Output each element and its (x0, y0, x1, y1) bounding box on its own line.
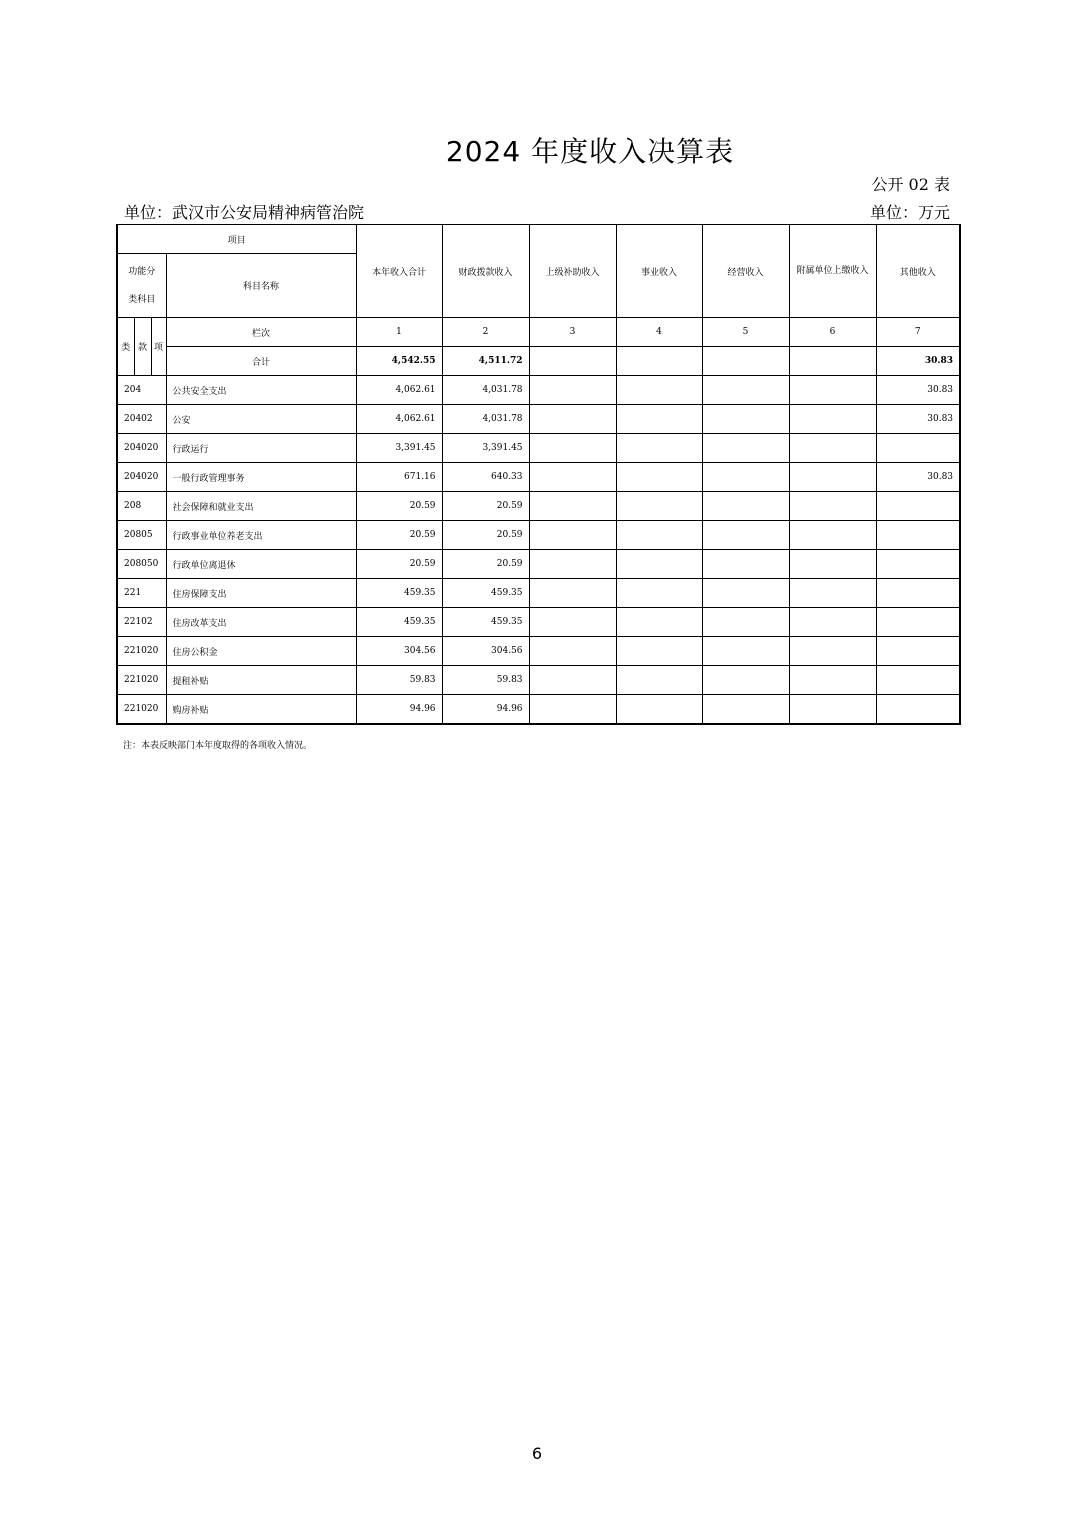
header-fiscal: 财政拨款收入 (442, 225, 529, 318)
row-other: 30.83 (876, 376, 960, 405)
header-kuan: 款 (134, 318, 151, 376)
row-business (616, 608, 702, 637)
table-row (117, 695, 960, 725)
row-total: 94.96 (356, 695, 442, 725)
row-total: 671.16 (356, 463, 442, 492)
row-operating (702, 434, 789, 463)
table-row (117, 492, 960, 521)
row-business (616, 463, 702, 492)
row-business (616, 405, 702, 434)
row-total: 304.56 (356, 637, 442, 666)
total-other: 30.83 (876, 347, 960, 376)
row-superior (529, 637, 616, 666)
row-superior (529, 666, 616, 695)
row-fiscal: 640.33 (442, 463, 529, 492)
row-affiliate (789, 695, 876, 725)
header-lanci: 栏次 (166, 318, 356, 347)
row-affiliate (789, 608, 876, 637)
table-row (117, 405, 960, 434)
row-operating (702, 695, 789, 725)
row-subject-name: 行政单位离退休 (166, 550, 356, 579)
header-business: 事业收入 (616, 225, 702, 318)
col-num-7: 7 (876, 318, 960, 347)
row-code: 204020 (117, 463, 166, 492)
row-business (616, 666, 702, 695)
row-business (616, 521, 702, 550)
header-xiang: 项 (151, 318, 166, 376)
row-subject-name: 购房补贴 (166, 695, 356, 725)
row-code: 204020 (117, 434, 166, 463)
row-fiscal: 4,031.78 (442, 405, 529, 434)
row-total: 20.59 (356, 492, 442, 521)
row-fiscal: 20.59 (442, 550, 529, 579)
form-number: 公开 02 表 (871, 175, 950, 194)
row-other (876, 695, 960, 725)
table-row (117, 376, 960, 405)
row-subject-name: 住房公积金 (166, 637, 356, 666)
row-subject-name: 社会保障和就业支出 (166, 492, 356, 521)
row-code: 204 (117, 376, 166, 405)
header-superior: 上级补助收入 (529, 225, 616, 318)
row-code: 20805 (117, 521, 166, 550)
row-other: 30.83 (876, 405, 960, 434)
row-affiliate (789, 376, 876, 405)
row-operating (702, 579, 789, 608)
row-operating (702, 376, 789, 405)
total-affiliate (789, 347, 876, 376)
row-superior (529, 376, 616, 405)
row-affiliate (789, 492, 876, 521)
header-operating: 经营收入 (702, 225, 789, 318)
header-lei: 类 (117, 318, 134, 376)
row-superior (529, 463, 616, 492)
header-func-class: 功能分类科目 (117, 254, 166, 318)
row-operating (702, 463, 789, 492)
table-row (117, 550, 960, 579)
row-operating (702, 521, 789, 550)
table-row (117, 579, 960, 608)
total-superior (529, 347, 616, 376)
unit-currency: 单位：万元 (869, 203, 950, 222)
page-number: 6 (531, 1444, 543, 1463)
row-subject-name: 提租补贴 (166, 666, 356, 695)
row-total: 59.83 (356, 666, 442, 695)
header-total: 本年收入合计 (356, 225, 442, 318)
row-subject-name: 住房保障支出 (166, 579, 356, 608)
total-business (616, 347, 702, 376)
row-subject-name: 一般行政管理事务 (166, 463, 356, 492)
row-subject-name: 公共安全支出 (166, 376, 356, 405)
table-row (117, 463, 960, 492)
row-business (616, 579, 702, 608)
row-other (876, 666, 960, 695)
table-row (117, 666, 960, 695)
row-other (876, 434, 960, 463)
row-subject-name: 行政事业单位养老支出 (166, 521, 356, 550)
header-affiliate: 附属单位上缴收入 (789, 225, 876, 318)
col-num-1: 1 (356, 318, 442, 347)
row-other (876, 637, 960, 666)
row-operating (702, 608, 789, 637)
row-code: 221020 (117, 637, 166, 666)
col-num-5: 5 (702, 318, 789, 347)
row-superior (529, 521, 616, 550)
row-superior (529, 405, 616, 434)
row-superior (529, 434, 616, 463)
row-code: 221020 (117, 666, 166, 695)
total-total: 4,542.55 (356, 347, 442, 376)
row-code: 22102 (117, 608, 166, 637)
row-total: 20.59 (356, 550, 442, 579)
row-other (876, 550, 960, 579)
row-total: 3,391.45 (356, 434, 442, 463)
row-other: 30.83 (876, 463, 960, 492)
row-fiscal: 304.56 (442, 637, 529, 666)
row-code: 208 (117, 492, 166, 521)
row-business (616, 550, 702, 579)
table-row (117, 637, 960, 666)
row-superior (529, 492, 616, 521)
row-code: 20402 (117, 405, 166, 434)
row-code: 208050 (117, 550, 166, 579)
row-affiliate (789, 637, 876, 666)
row-subject-name: 行政运行 (166, 434, 356, 463)
table-row (117, 434, 960, 463)
header-project: 项目 (117, 225, 356, 254)
row-operating (702, 637, 789, 666)
col-num-6: 6 (789, 318, 876, 347)
row-fiscal: 59.83 (442, 666, 529, 695)
row-total: 4,062.61 (356, 405, 442, 434)
row-fiscal: 94.96 (442, 695, 529, 725)
row-code: 221020 (117, 695, 166, 725)
row-affiliate (789, 434, 876, 463)
row-fiscal: 4,031.78 (442, 376, 529, 405)
row-affiliate (789, 579, 876, 608)
table-row (117, 608, 960, 637)
row-affiliate (789, 405, 876, 434)
row-affiliate (789, 666, 876, 695)
row-affiliate (789, 521, 876, 550)
total-label: 合计 (166, 347, 356, 376)
row-business (616, 376, 702, 405)
row-other (876, 492, 960, 521)
row-code: 221 (117, 579, 166, 608)
row-total: 459.35 (356, 608, 442, 637)
col-num-2: 2 (442, 318, 529, 347)
row-fiscal: 20.59 (442, 521, 529, 550)
row-operating (702, 666, 789, 695)
row-operating (702, 405, 789, 434)
row-superior (529, 695, 616, 725)
row-superior (529, 608, 616, 637)
table-row (117, 521, 960, 550)
page-title: 2024 年度收入决算表 (445, 135, 735, 168)
total-fiscal: 4,511.72 (442, 347, 529, 376)
unit-organization: 单位：武汉市公安局精神病管治院 (124, 203, 365, 222)
row-operating (702, 550, 789, 579)
row-business (616, 637, 702, 666)
row-fiscal: 459.35 (442, 579, 529, 608)
row-subject-name: 住房改革支出 (166, 608, 356, 637)
row-business (616, 695, 702, 725)
total-operating (702, 347, 789, 376)
col-num-3: 3 (529, 318, 616, 347)
table-note: 注：本表反映部门本年度取得的各项收入情况。 (123, 741, 313, 751)
row-subject-name: 公安 (166, 405, 356, 434)
row-fiscal: 459.35 (442, 608, 529, 637)
row-business (616, 434, 702, 463)
row-total: 459.35 (356, 579, 442, 608)
row-operating (702, 492, 789, 521)
header-other: 其他收入 (876, 225, 960, 318)
row-total: 4,062.61 (356, 376, 442, 405)
income-report-table (116, 224, 961, 725)
row-business (616, 492, 702, 521)
total-row (117, 347, 960, 376)
row-superior (529, 550, 616, 579)
row-affiliate (789, 463, 876, 492)
row-total: 20.59 (356, 521, 442, 550)
row-fiscal: 3,391.45 (442, 434, 529, 463)
row-other (876, 579, 960, 608)
row-other (876, 521, 960, 550)
row-other (876, 608, 960, 637)
header-subject-name: 科目名称 (166, 254, 356, 318)
col-num-4: 4 (616, 318, 702, 347)
row-superior (529, 579, 616, 608)
row-fiscal: 20.59 (442, 492, 529, 521)
row-affiliate (789, 550, 876, 579)
